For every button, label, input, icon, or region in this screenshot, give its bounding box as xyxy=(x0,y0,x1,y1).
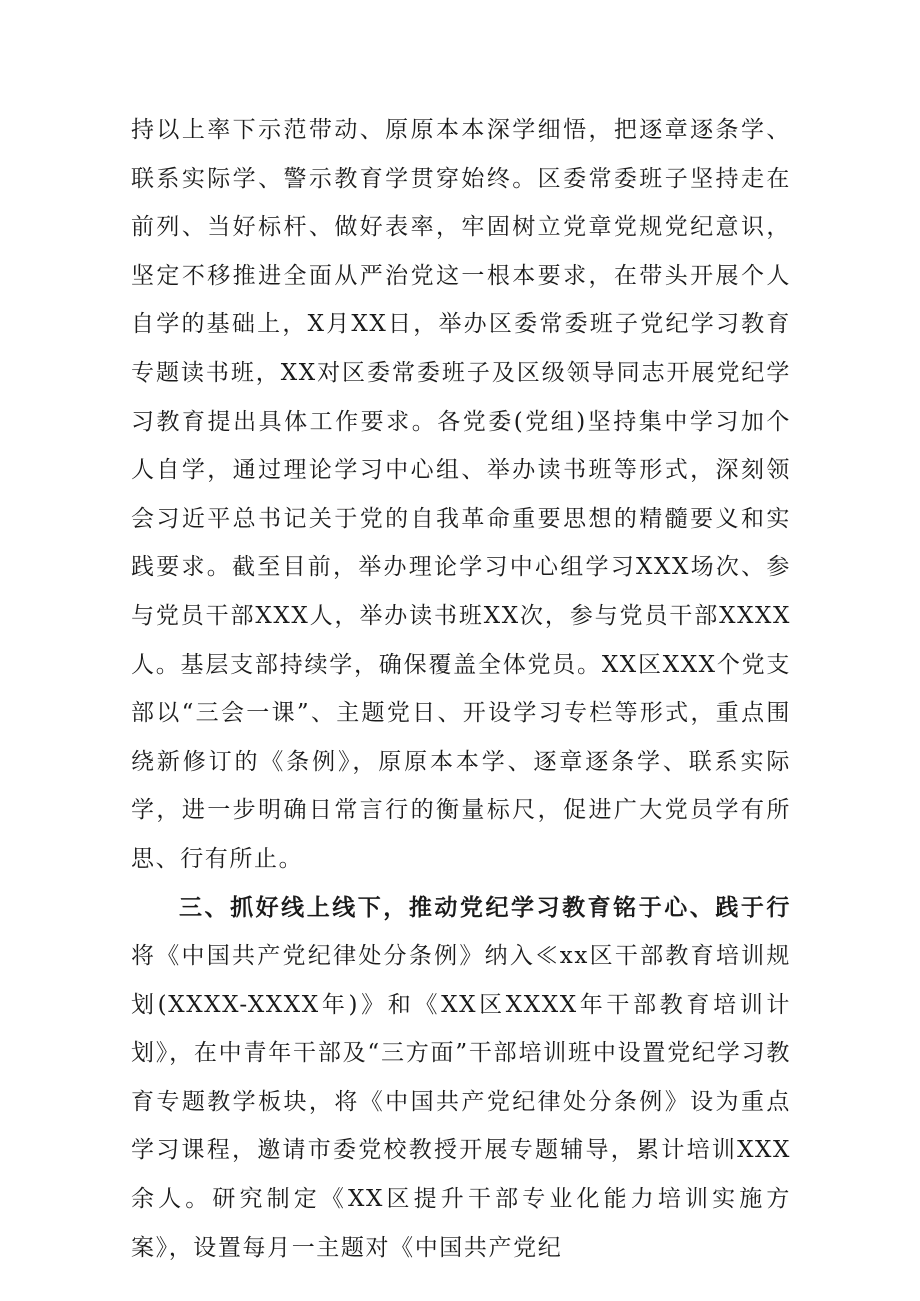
paragraph-text: 将《中国共产党纪律处分条例》纳入≪xx区干部教育培训规划(XXXX-XXXX年)》和《XX区XXXX年干部教育培训计划》，在中青年干部及“三方面”干部培训班中设置党纪学习教育专题教学板块，将《中国共产党纪律处分条例》设为重点学习课程，邀请市委党校教授开展专题辅导，累计培训XXX余人。研究制定《XX区提升干部专业化能力培训实施方案》，设置每月一主题对《中国共产党纪 xyxy=(131,943,791,1261)
section-three-paragraph xyxy=(131,884,791,1273)
paragraph-text: 持以上率下示范带动、原原本本深学细悟，把逐章逐条学、联系实际学、警示教育学贯穿始终。区委常委班子坚持走在前列、当好标杆、做好表率，牢固树立党章党规党纪意识，坚定不移推进全面从严治党这一根本要求，在带头开展个人自学的基础上，X月XX日，举办区委常委班子党纪学习教育专题读书班，XX对区委常委班子及区级领导同志开展党纪学习教育提出具体工作要求。各党委(党组)坚持集中学习加个人自学，通过理论学习中心组、举办读书班等形式，深刻领会习近平总书记关于党的自我革命重要思想的精髓要义和实践要求。截至目前，举办理论学习中心组学习XXX场次、参与党员干部XXX人，举办读书班XX次，参与党员干部XXXX人。基层支部持续学，确保覆盖全体党员。XX区XXX个党支部以“三会一课”、主题党日、开设学习专栏等形式，重点围绕新修订的《条例》，原原本本学、逐章逐条学、联系实际学，进一步明确日常言行的衡量标尺，促进广大党员学有所思、行有所止。 xyxy=(131,117,791,872)
document-body xyxy=(131,106,791,1272)
section-heading: 三、抓好线上线下，推动党纪学习教育铭于心、践于行 xyxy=(179,894,791,921)
paragraph-continuation xyxy=(131,106,791,884)
